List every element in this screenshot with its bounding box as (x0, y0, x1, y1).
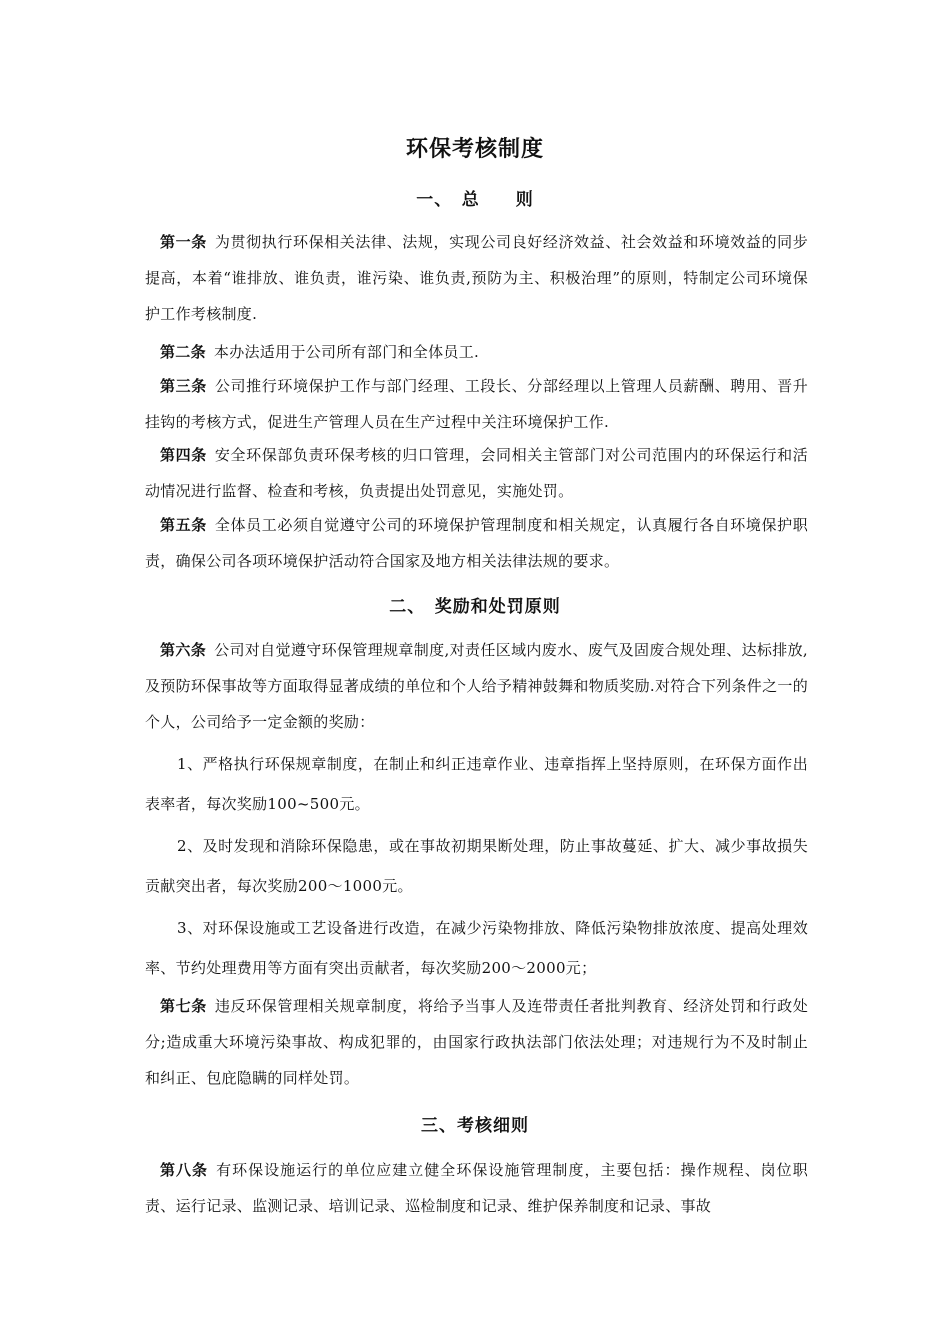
article-label: 第六条 (160, 641, 207, 659)
article-label: 第五条 (160, 516, 207, 534)
article-label: 第八条 (160, 1161, 209, 1179)
article-text: 全体员工必须自觉遵守公司的环境保护管理制度和相关规定，认真履行各自环境保护职责，确保公司各项环境保护活动符合国家及地方相关法律法规的要求。 (145, 516, 808, 570)
article-label: 第三条 (160, 377, 207, 395)
article-label: 第二条 (160, 343, 206, 361)
article-text: 公司对自觉遵守环保管理规章制度,对责任区域内废水、废气及固废合规处理、达标排放,及预防环保事故等方面取得显著成绩的单位和个人给予精神鼓舞和物质奖励.对符合下列条件之一的个人，公司给予一定金额的奖励： (145, 641, 808, 731)
section-heading-assessment: 三、考核细则 (421, 1116, 529, 1136)
article-text: 安全环保部负责环保考核的归口管理，会同相关主管部门对公司范围内的环保运行和活动情况进行监督、检查和考核，负责提出处罚意见，实施处罚。 (145, 446, 808, 500)
article-1 (145, 224, 808, 332)
article-text: 有环保设施运行的单位应建立健全环保设施管理制度，主要包括：操作规程、岗位职责、运行记录、监测记录、培训记录、巡检制度和记录、维护保养制度和记录、事故 (145, 1161, 808, 1215)
article-text: 为贯彻执行环保相关法律、法规，实现公司良好经济效益、社会效益和环境效益的同步提高，本着“谁排放、谁负责，谁污染、谁负责,预防为主、积极治理”的原则，特制定公司环境保护工作考核制度. (145, 233, 808, 323)
section-heading-general: 一、 总 则 (416, 190, 534, 210)
article-4 (145, 437, 808, 509)
reward-item-1: 1、严格执行环保规章制度，在制止和纠正违章作业、违章指挥上坚持原则，在环保方面作出表率者，每次奖励100~500元。 (145, 755, 808, 813)
article-text: 本办法适用于公司所有部门和全体员工. (213, 343, 480, 361)
reward-item-2: 2、及时发现和消除环保隐患，或在事故初期果断处理，防止事故蔓延、扩大、减少事故损失贡献突出者，每次奖励200～1000元。 (145, 837, 808, 895)
document-title: 环保考核制度 (405, 137, 544, 162)
section-heading-rewards: 二、 奖励和处罚原则 (389, 597, 561, 617)
article-label: 第四条 (160, 446, 207, 464)
article-text: 违反环保管理相关规章制度，将给予当事人及连带责任者批判教育、经济处罚和行政处分;造成重大环境污染事故、构成犯罪的，由国家行政执法部门依法处理；对违规行为不及时制止和纠正、包庇隐瞒的同样处罚。 (145, 997, 808, 1087)
article-3 (145, 368, 808, 440)
article-6 (145, 632, 808, 740)
reward-item-3: 3、对环保设施或工艺设备进行改造，在减少污染物排放、降低污染物排放浓度、提高处理效率、节约处理费用等方面有突出贡献者，每次奖励200～2000元； (145, 919, 808, 977)
article-5 (145, 507, 808, 579)
article-label: 第七条 (160, 997, 207, 1015)
article-text: 公司推行环境保护工作与部门经理、工段长、分部经理以上管理人员薪酬、聘用、晋升挂钩的考核方式，促进生产管理人员在生产过程中关注环境保护工作. (145, 377, 808, 431)
article-7 (145, 988, 808, 1096)
article-2 (145, 334, 808, 370)
article-label: 第一条 (160, 233, 207, 251)
article-8 (145, 1152, 808, 1224)
